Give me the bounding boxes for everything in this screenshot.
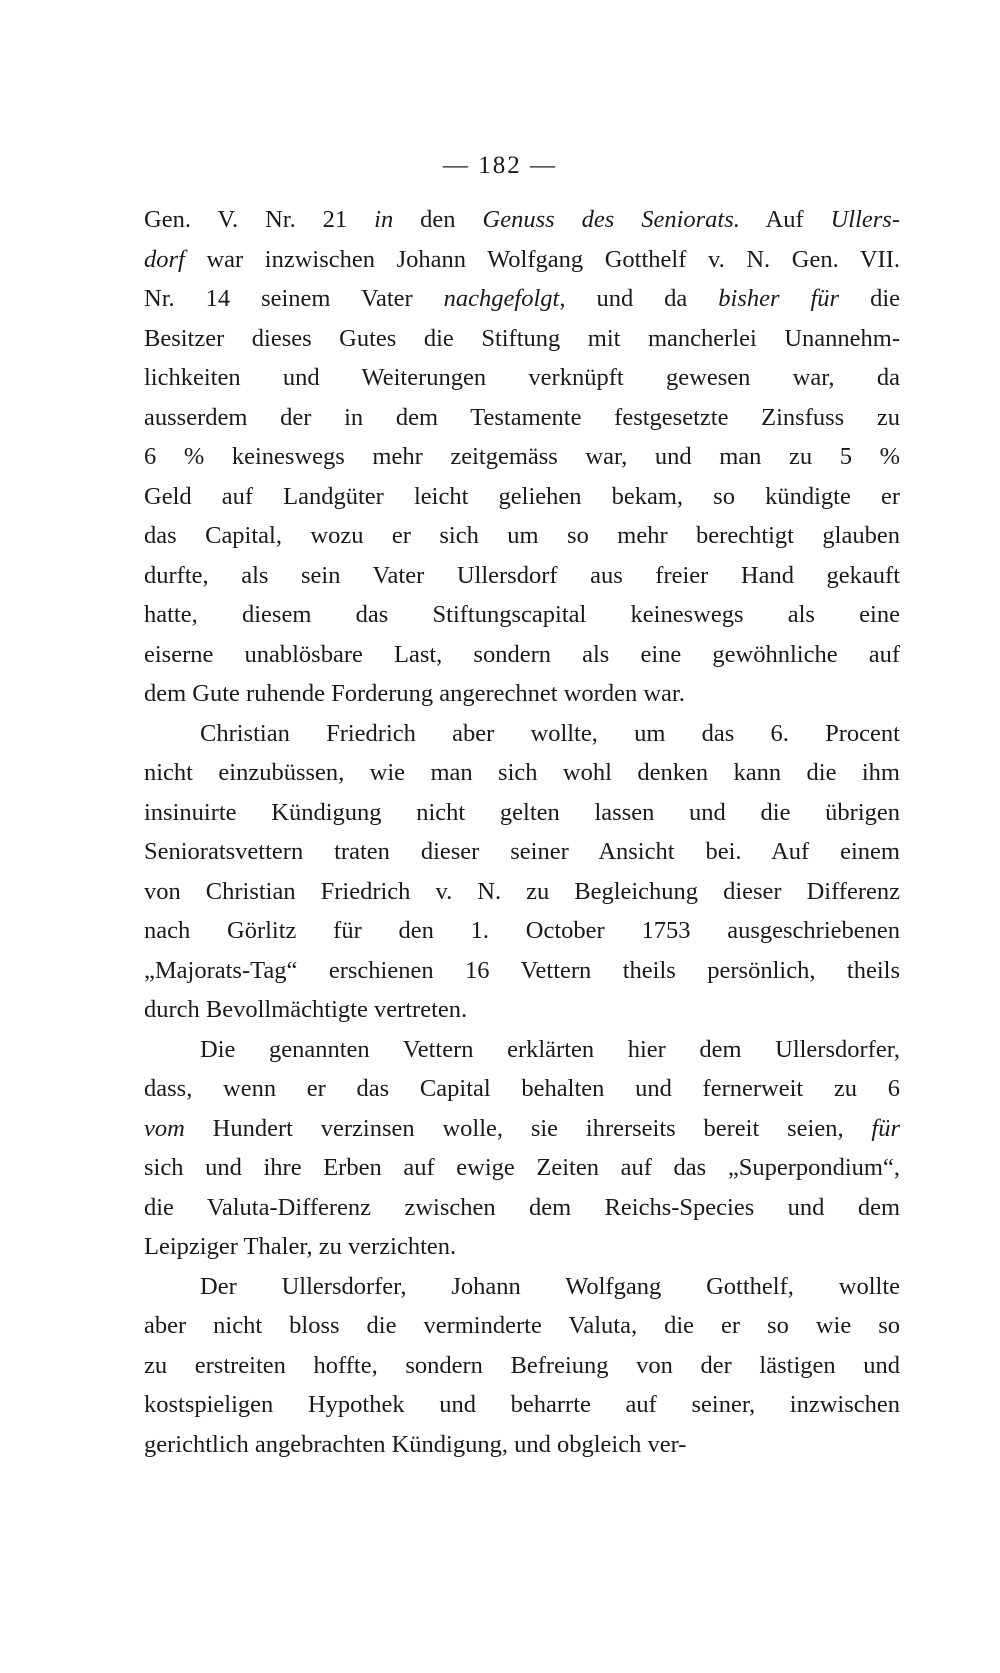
italic-text: bisher für <box>718 285 840 312</box>
italic-text: Ullers- <box>830 206 900 233</box>
text-line <box>144 1267 900 1307</box>
text-segment: dem Gute ruhende Forderung angerechnet worden war. <box>144 680 685 707</box>
text-line <box>144 674 900 714</box>
text-segment: den <box>393 206 483 233</box>
text-line <box>144 911 900 951</box>
text-segment: die Valuta-Differenz zwischen dem Reichs-Species und dem <box>144 1193 900 1221</box>
paragraph <box>144 1267 900 1465</box>
text-line <box>144 1148 900 1188</box>
text-segment: Geld auf Landgüter leicht geliehen bekam, so kündigte er <box>144 482 900 510</box>
text-line <box>144 1109 900 1149</box>
text-line <box>144 319 900 359</box>
text-segment: 6 % keineswegs mehr zeitgemäss war, und man zu 5 % <box>144 443 900 470</box>
text-line <box>144 1346 900 1386</box>
text-segment: nicht einzubüssen, wie man sich wohl denken kann die ihm <box>144 759 900 786</box>
paragraph <box>144 200 900 714</box>
text-line <box>144 872 900 912</box>
text-segment: Der Ullersdorfer, Johann Wolfgang Gotthelf, wollte <box>200 1272 900 1300</box>
text-segment: sich und ihre Erben auf ewige Zeiten auf das „Superpondium“, <box>144 1154 900 1181</box>
paragraph <box>144 1030 900 1267</box>
text-segment: aber nicht bloss die verminderte Valuta, die er so wie so <box>144 1312 900 1339</box>
text-segment: Besitzer dieses Gutes die Stiftung mit mancherlei Unannehm- <box>144 324 900 352</box>
text-line <box>144 793 900 833</box>
text-segment: durch Bevollmächtigte vertreten. <box>144 996 468 1023</box>
text-segment: Gen. V. Nr. 21 <box>144 206 375 233</box>
text-segment: von Christian Friedrich v. N. zu Begleichung dieser Differenz <box>144 877 900 905</box>
text-line <box>144 714 900 754</box>
italic-text: dorf <box>144 245 185 273</box>
text-segment: Senioratsvettern traten dieser seiner Ansicht bei. Auf einem <box>144 838 900 865</box>
text-segment: durfte, als sein Vater Ullersdorf aus freier Hand gekauft <box>144 561 900 589</box>
text-line <box>144 753 900 793</box>
text-line <box>144 358 900 398</box>
text-segment: kostspieligen Hypothek und beharrte auf seiner, inzwischen <box>144 1391 900 1418</box>
text-segment: das Capital, wozu er sich um so mehr berechtigt glauben <box>144 522 900 549</box>
text-segment: und da <box>565 285 719 312</box>
text-segment: die <box>839 285 900 312</box>
paragraph <box>144 714 900 1030</box>
text-line <box>144 832 900 872</box>
text-line <box>144 1030 900 1070</box>
italic-text: nachgefolgt, <box>443 285 566 312</box>
text-line <box>144 1069 900 1109</box>
text-segment: „Majorats-Tag“ erschienen 16 Vettern theils persönlich, theils <box>144 956 900 984</box>
text-line <box>144 477 900 517</box>
italic-text: Genuss des Seniorats. <box>482 206 740 233</box>
text-line <box>144 240 900 280</box>
text-segment: insinuirte Kündigung nicht gelten lassen und die übrigen <box>144 798 900 826</box>
text-segment: zu erstreiten hoffte, sondern Befreiung von der lästigen und <box>144 1351 900 1379</box>
text-line <box>144 516 900 556</box>
text-line <box>144 1227 900 1267</box>
text-segment: eiserne unablösbare Last, sondern als eine gewöhnliche auf <box>144 640 900 668</box>
text-line <box>144 437 900 477</box>
text-segment: gerichtlich angebrachten Kündigung, und obgleich ver- <box>144 1430 687 1458</box>
text-line <box>144 595 900 635</box>
text-segment: Auf <box>739 206 831 233</box>
text-line <box>144 200 900 240</box>
text-line <box>144 556 900 596</box>
text-segment: dass, wenn er das Capital behalten und fernerweit zu 6 <box>144 1075 900 1102</box>
text-segment: war inzwischen Johann Wolfgang Gotthelf v. N. Gen. VII. <box>184 245 900 273</box>
text-segment: nach Görlitz für den 1. October 1753 ausgeschriebenen <box>144 917 900 944</box>
text-segment: ausserdem der in dem Testamente festgesetzte Zinsfuss zu <box>144 403 900 431</box>
italic-text: für <box>871 1114 900 1142</box>
text-line <box>144 951 900 991</box>
text-line <box>144 1188 900 1228</box>
italic-text: vom <box>144 1114 185 1142</box>
text-segment: Nr. 14 seinem Vater <box>144 285 444 312</box>
body-text <box>144 200 900 1464</box>
text-line <box>144 990 900 1030</box>
text-segment: Leipziger Thaler, zu verzichten. <box>144 1233 457 1260</box>
text-segment: Christian Friedrich aber wollte, um das 6. Procent <box>200 719 900 747</box>
text-segment: Hundert verzinsen wolle, sie ihrerseits bereit seien, <box>184 1114 872 1142</box>
text-line <box>144 279 900 319</box>
page-number: — 182 — <box>443 152 557 179</box>
text-line <box>144 1385 900 1425</box>
text-line <box>144 635 900 675</box>
text-segment: hatte, diesem das Stiftungscapital keineswegs als eine <box>144 601 900 628</box>
text-line <box>144 398 900 438</box>
text-line <box>144 1306 900 1346</box>
text-line <box>144 1425 900 1465</box>
text-segment: Die genannten Vettern erklärten hier dem Ullersdorfer, <box>200 1035 900 1063</box>
italic-text: in <box>374 206 394 233</box>
text-segment: lichkeiten und Weiterungen verknüpft gewesen war, da <box>144 364 900 391</box>
